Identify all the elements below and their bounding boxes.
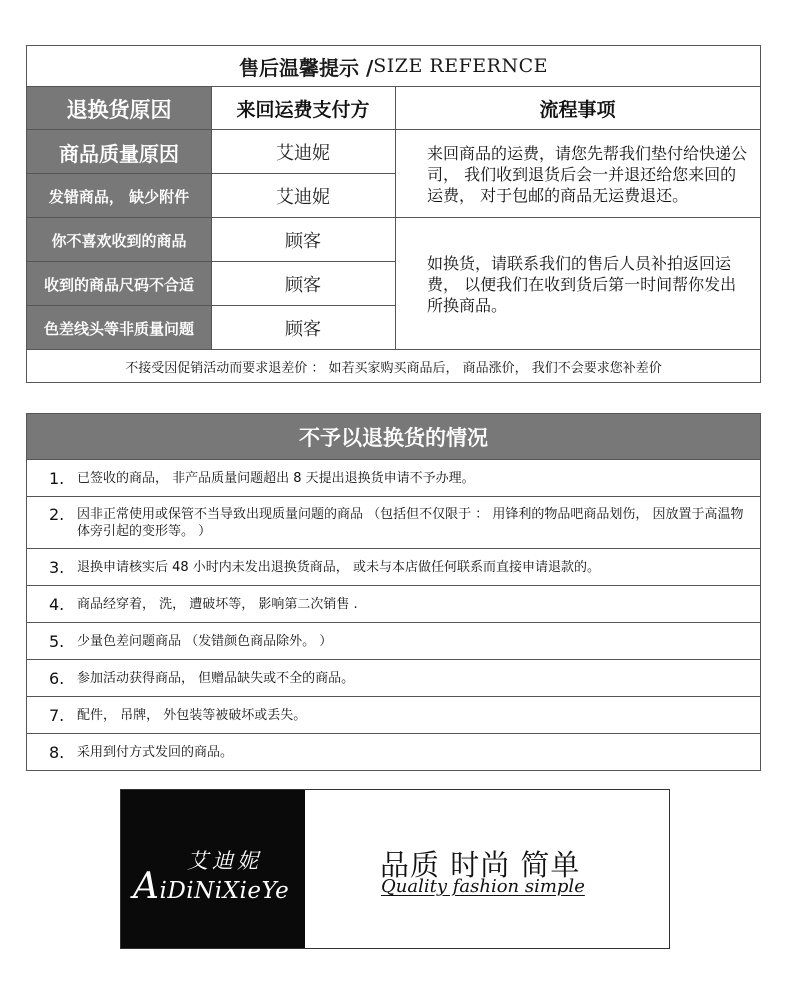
logo-cn-text: 艾迪妮 [187, 849, 262, 873]
item-text: 少量色差问题商品 （发错颜色商品除外。 ） [77, 633, 333, 649]
after-sales-table [26, 45, 761, 383]
logo-en-rest: iDiNiXieYe [159, 878, 290, 904]
slogan-en: Quality fashion simple [381, 876, 585, 897]
item-number: 1. [49, 468, 65, 488]
grid-line [211, 87, 212, 350]
item-text: 退换申请核实后 48 小时内未发出退换货商品， 或未与本店做任何联系而直接申请退款的。 [77, 559, 600, 575]
header-payer: 来回运费支付方 [211, 87, 395, 130]
item-number: 4. [49, 594, 65, 614]
logo-en-text [133, 866, 289, 907]
grid-line [27, 129, 760, 130]
header-reason: 退换货原因 [27, 87, 211, 130]
item-text: 采用到付方式发回的商品。 [77, 744, 234, 760]
item-text: 参加活动获得商品， 但赠品缺失或不全的商品。 [77, 670, 355, 686]
header-process: 流程事项 [395, 87, 760, 130]
payer-color: 顾客 [211, 306, 395, 350]
no-return-title: 不予以退换货的情况 [27, 414, 760, 459]
table-title-cn: 售后温馨提示 / [239, 55, 374, 80]
table-title-en: SIZE REFERNCE [373, 55, 548, 77]
item-number: 5. [49, 631, 65, 651]
item-text: 配件， 吊牌， 外包装等被破坏或丢失。 [77, 707, 307, 723]
logo-en-initial: A [133, 866, 160, 907]
reason-size: 收到的商品尺码不合适 [27, 262, 211, 306]
item-number: 6. [49, 668, 65, 688]
process-customer-paid: 如换货，请联系我们的售后人员补拍返回运费， 以便我们在收到货后第一时间帮你发出所换商品。 [395, 218, 760, 350]
reason-wrong-item: 发错商品， 缺少附件 [27, 174, 211, 218]
grid-line [27, 217, 760, 218]
reason-quality: 商品质量原因 [27, 130, 211, 174]
list-item [27, 733, 760, 770]
list-item [27, 622, 760, 659]
list-item [27, 548, 760, 585]
no-return-table [26, 413, 761, 771]
price-note: 不接受因促销活动而要求退差价 ： 如若买家购买商品后， 商品涨价， 我们不会要求您补差价 [125, 360, 662, 376]
item-number: 2. [49, 505, 65, 524]
grid-line [395, 87, 396, 350]
list-item [27, 696, 760, 733]
reason-color: 色差线头等非质量问题 [27, 306, 211, 350]
payer-dislike: 顾客 [211, 218, 395, 262]
item-number: 8. [49, 742, 65, 762]
item-text: 因非正常使用或保管不当导致出现质量问题的商品 （包括但不仅限于 ： 用锋利的物品吧商品划伤， 因放置于高温物体旁引起的变形等。 ） [77, 506, 744, 539]
process-free-return: 来回商品的运费，请您先帮我们垫付给快递公司， 我们收到退货后会一并退还给您来回的运费， 对于包邮的商品无运费退还。 [395, 130, 760, 218]
slogan-cn: 品质 时尚 简单 [380, 848, 581, 882]
reason-dislike: 你不喜欢收到的商品 [27, 218, 211, 262]
list-item [27, 459, 760, 496]
payer-quality: 艾迪妮 [211, 130, 395, 174]
list-item [27, 585, 760, 622]
item-text: 已签收的商品， 非产品质量问题超出 8 天提出退换货申请不予办理。 [77, 470, 475, 486]
table-title [27, 46, 760, 87]
brand-banner [120, 789, 670, 949]
payer-wrong-item: 艾迪妮 [211, 174, 395, 218]
item-number: 3. [49, 557, 65, 577]
brand-logo [121, 790, 305, 948]
list-item [27, 659, 760, 696]
item-number: 7. [49, 705, 65, 725]
list-item [27, 496, 760, 548]
item-text: 商品经穿着， 洗， 遭破坏等， 影响第二次销售 . [77, 596, 358, 612]
payer-size: 顾客 [211, 262, 395, 306]
